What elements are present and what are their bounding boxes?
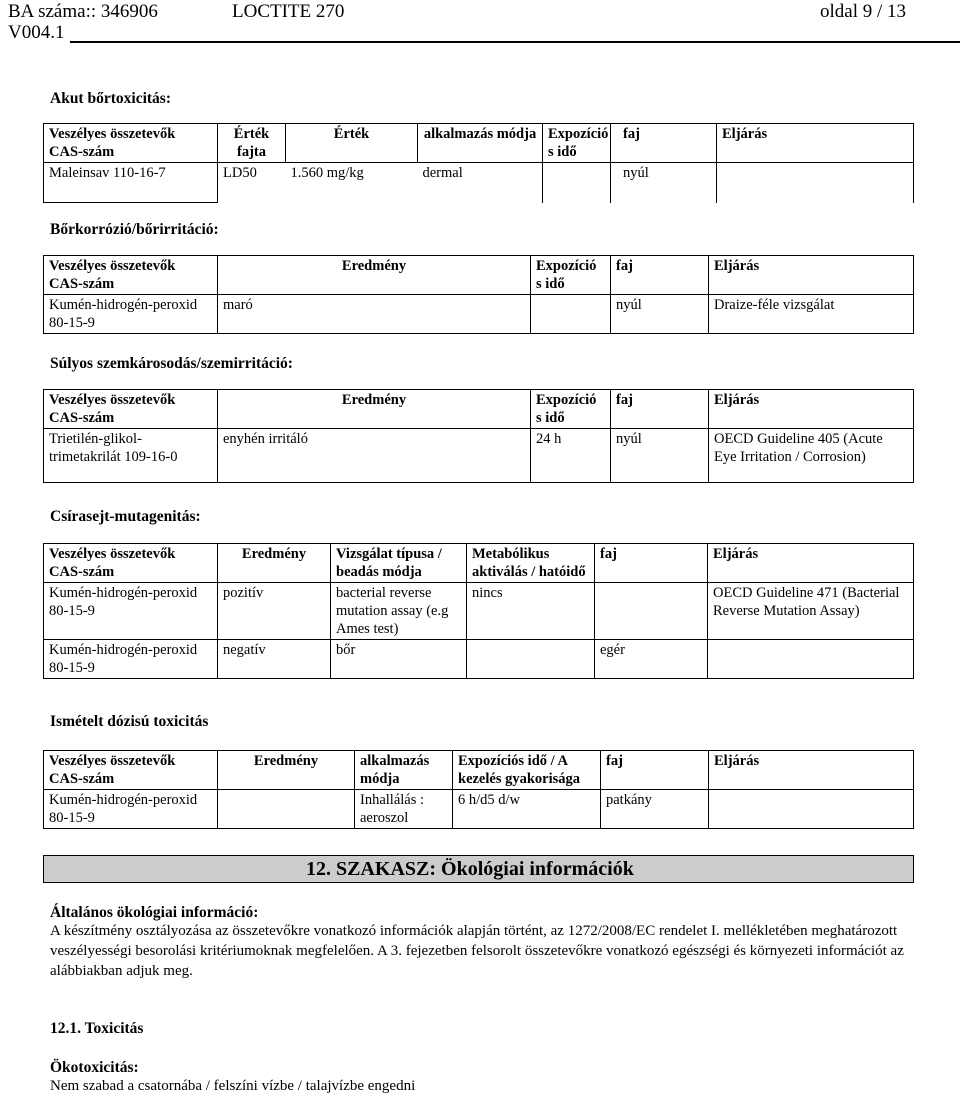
col-exposure: Expozíció s idő [531,390,611,429]
cell-substance: Maleinsav 110-16-7 [44,163,218,203]
cell-species [595,583,708,640]
cell-substance: Kumén-hidrogén-peroxid 80-15-9 [44,583,218,640]
cell-value-type: LD50 [218,163,286,203]
cell-species: patkány [601,790,709,829]
general-eco-text: A készítmény osztályozása az összetevőkre vonatkozó információk alapján történt, az 1272/2008/EC rendelet I. mellékletében meghatározott veszélyességi besorolási kritériumoknak megfelelően. A 3. fejezetben felsorolt összetevőkre vonatkozó egészségi és környezeti információt az alábbiakban adjuk meg. [50,923,904,979]
col-result: Eredmény [218,390,531,429]
cell-exposure: 6 h/d5 d/w [453,790,601,829]
cell-method: Draize-féle vizsgálat [709,295,914,334]
cell-substance: Kumén-hidrogén-peroxid 80-15-9 [44,640,218,679]
page-number: oldal 9 / 13 [820,1,907,22]
col-species: faj [611,124,717,163]
cell-method [708,640,914,679]
col-substance: Veszélyes összetevők CAS-szám [44,751,218,790]
ecotox-title: Ökotoxicitás: [50,1059,139,1076]
page-header [0,0,960,44]
repeat-table [43,750,914,829]
col-substance: Veszélyes összetevők CAS-szám [44,544,218,583]
cell-result [218,790,355,829]
col-value-type: Érték fajta [218,124,286,163]
version: V004.1 [8,22,65,43]
cell-method [709,790,914,829]
cell-exposure: 24 h [531,429,611,483]
cell-result: maró [218,295,531,334]
cell-exposure [543,163,611,203]
col-substance: Veszélyes összetevők CAS-szám [44,256,218,295]
eye-title: Súlyos szemkárosodás/szemirritáció: [50,355,293,372]
cell-metabolic: nincs [467,583,595,640]
col-species: faj [601,751,709,790]
section-12-title: 12. SZAKASZ: Ökológiai információk [306,858,634,880]
cell-exposure [531,295,611,334]
col-test-type: Vizsgálat típusa / beadás módja [331,544,467,583]
cell-substance: Kumén-hidrogén-peroxid 80-15-9 [44,790,218,829]
cell-route: dermal [422,165,463,181]
cell-species: nyúl [611,163,717,203]
col-exposure: Expozíció s idő [543,124,611,163]
cell-metabolic [467,640,595,679]
cell-species: egér [595,640,708,679]
cell-result: enyhén irritáló [218,429,531,483]
col-result: Eredmény [218,256,531,295]
acute-table [43,123,914,203]
col-method: Eljárás [709,256,914,295]
cell-route: Inhallálás : aeroszol [355,790,453,829]
cell-result: pozitív [218,583,331,640]
col-exposure: Expozíciós idő / A kezelés gyakorisága [453,751,601,790]
col-value: Érték [286,124,418,163]
col-substance: Veszélyes összetevők CAS-szám [44,124,218,163]
col-route: alkalmazás módja [355,751,453,790]
germ-table [43,543,914,679]
cell-method: OECD Guideline 471 (Bacterial Reverse Mutation Assay) [708,583,914,640]
col-result: Eredmény [218,544,331,583]
section-12-banner [43,855,914,883]
cell-substance: Kumén-hidrogén-peroxid 80-15-9 [44,295,218,334]
cell-test-type: bőr [331,640,467,679]
toxicity-title: 12.1. Toxicitás [50,1020,144,1037]
col-method: Eljárás [717,124,914,163]
germ-title: Csírasejt-mutagenitás: [50,508,201,525]
col-species: faj [611,256,709,295]
col-method: Eljárás [708,544,914,583]
cell-result: negatív [218,640,331,679]
ba-number: BA száma:: 346906 [8,1,158,22]
cell-species: nyúl [611,295,709,334]
col-method: Eljárás [709,390,914,429]
acute-title: Akut bőrtoxicitás: [50,90,171,107]
skin-table [43,255,914,334]
cell-test-type: bacterial reverse mutation assay (e.g Ames test) [331,583,467,640]
col-method: Eljárás [709,751,914,790]
skin-title: Bőrkorrózió/bőrirritáció: [50,221,219,238]
general-eco-title: Általános ökológiai információ: [50,904,259,921]
cell-method [717,163,914,203]
col-result: Eredmény [218,751,355,790]
col-route: alkalmazás módja [418,124,543,163]
col-species: faj [611,390,709,429]
header-rule [70,41,960,43]
ecotox-text: Nem szabad a csatornába / felszíni vízbe / talajvízbe engedni [50,1078,416,1094]
col-species: faj [595,544,708,583]
col-substance: Veszélyes összetevők CAS-szám [44,390,218,429]
cell-method: OECD Guideline 405 (Acute Eye Irritation / Corrosion) [709,429,914,483]
repeat-title: Ismételt dózisú toxicitás [50,713,209,730]
col-metabolic: Metabólikus aktiválás / hatóidő [467,544,595,583]
product-name: LOCTITE 270 [232,1,345,22]
eye-table [43,389,914,483]
cell-value: 1.560 mg/kg [290,165,364,181]
cell-species: nyúl [611,429,709,483]
col-exposure: Expozíció s idő [531,256,611,295]
cell-substance: Trietilén-glikol-trimetakrilát 109-16-0 [44,429,218,483]
